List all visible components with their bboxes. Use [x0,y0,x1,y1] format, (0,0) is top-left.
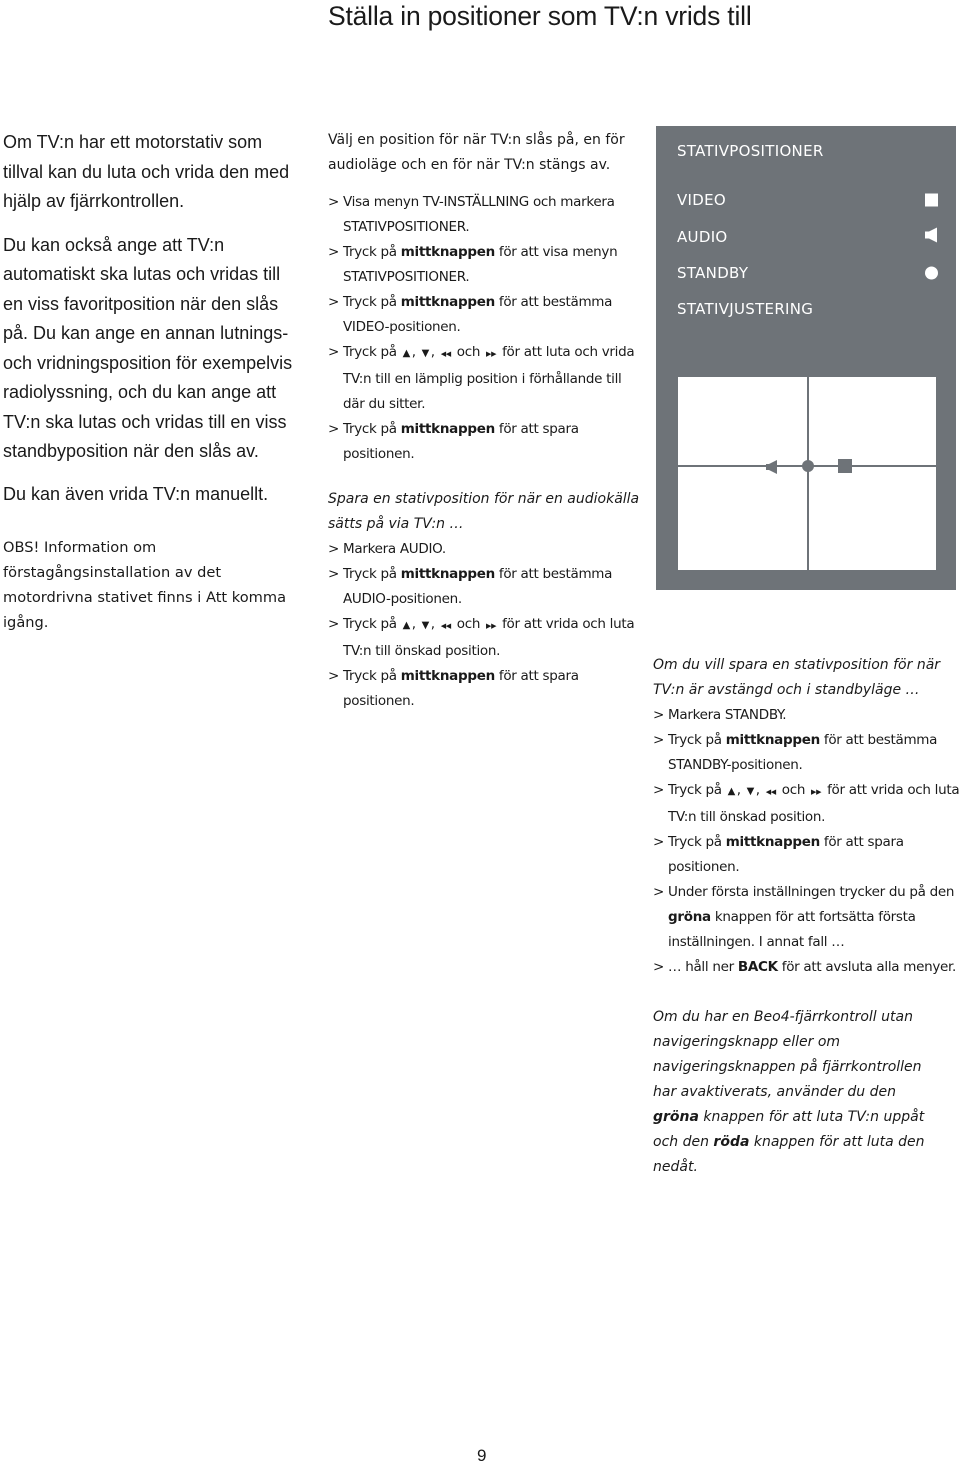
standby-steps [653,703,960,980]
step-item: > Tryck på ▲ , ▼ , ◀◀ och ▶▶ för att vrida och luta TV:n till önskad position. [328,612,643,664]
stativpositioner-menu [656,126,956,590]
step-item: > Visa menyn TV-INSTÄLLNING och markera STATIVPOSITIONER. [328,190,643,240]
arrow-down-icon: ▼ [746,786,754,797]
menu-item-standby[interactable]: STANDBY [677,264,938,282]
arrow-up-icon: ▲ [727,786,735,797]
step-item: > Tryck på ▲ , ▼ , ◀◀ och ▶▶ för att vrida och luta TV:n till önskad position. [653,778,960,830]
step-item: > Tryck på mittknappen för att bestämma VIDEO-positionen. [328,290,643,340]
obs-note [3,535,303,635]
fast-forward-icon: ▶▶ [811,788,822,796]
standby-column [653,653,960,1180]
column-intro: Välj en position för när TV:n slås på, en för audioläge och en för när TV:n stängs av. [328,132,625,173]
obs-label: OBS! [3,539,40,556]
dot-icon [802,460,814,472]
arrow-up-icon: ▲ [402,620,410,631]
beo4-note: Om du har en Beo4-fjärrkontroll utan navigeringsknapp eller om navigeringsknappen på fjärrkontrollen har avaktiverats, använder du den gröna knappen för att luta TV:n uppåt och den röda knappen för att luta den nedåt. [653,1009,925,1175]
grid-vertical-line [807,377,809,570]
rewind-icon: ◀◀ [440,350,451,358]
step-item: > Tryck på mittknappen för att spara positionen. [653,830,960,880]
positions-paragraph: Du kan också ange att TV:n automatiskt ska lutas och vridas till en viss favoritposition när den slås på. Du kan ange en annan lutnings- och vridningsposition för exempelvis radiolyssning, och du kan ange att TV:n ska lutas och vridas till en viss standbyposition när den slås av. [3,234,293,461]
step-item: > Tryck på ▲ , ▼ , ◀◀ och ▶▶ för att luta och vrida TV:n till en lämplig position i förhållande till där du sitter. [328,340,643,417]
audio-heading: Spara en stativposition för när en audiokälla sätts på via TV:n … [328,491,640,532]
arrow-up-icon: ▲ [402,348,410,359]
arrow-down-icon: ▼ [421,620,429,631]
intro-column [3,128,303,635]
position-grid [678,377,936,570]
video-steps [328,190,643,467]
menu-item-audio[interactable]: AUDIO [677,228,938,246]
obs-text: Information om förstagångsinstallation av det motordrivna stativet finns i Att komma igång. [3,539,287,631]
step-item: > Tryck på mittknappen för att bestämma AUDIO-positionen. [328,562,643,612]
fast-forward-icon: ▶▶ [486,350,497,358]
speaker-icon [925,228,938,247]
intro-paragraph: Om TV:n har ett motorstativ som tillval kan du luta och vrida den med hjälp av fjärrkontrollen. [3,132,290,211]
audio-steps [328,537,643,714]
arrow-down-icon: ▼ [421,348,429,359]
square-icon [838,459,852,473]
menu-title: STATIVPOSITIONER [677,142,824,160]
page-number: 9 [477,1446,487,1465]
step-item: > Tryck på mittknappen för att bestämma STANDBY-positionen. [653,728,960,778]
square-icon [925,194,938,207]
fast-forward-icon: ▶▶ [486,622,497,630]
step-item: > Tryck på mittknappen för att visa menyn STATIVPOSITIONER. [328,240,643,290]
menu-item-stativjustering[interactable]: STATIVJUSTERING [677,300,814,318]
rewind-icon: ◀◀ [440,622,451,630]
step-item: > Under första inställningen trycker du på den gröna knappen för att fortsätta första inställningen. I annat fall … [653,880,960,955]
step-item: > Tryck på mittknappen för att spara positionen. [328,664,643,714]
dot-icon [925,267,938,280]
rewind-icon: ◀◀ [765,788,776,796]
step-item: > Tryck på mittknappen för att spara positionen. [328,417,643,467]
speaker-icon [766,459,778,478]
instructions-column [328,128,643,714]
step-item: > … håll ner BACK för att avsluta alla menyer. [653,955,960,980]
manual-paragraph: Du kan även vrida TV:n manuellt. [3,483,269,504]
menu-item-video[interactable]: VIDEO [677,191,938,209]
standby-heading: Om du vill spara en stativposition för när TV:n är avstängd och i standbyläge … [653,657,941,698]
step-item: > Markera STANDBY. [653,703,960,728]
step-item: > Markera AUDIO. [328,537,643,562]
page-title: Ställa in positioner som TV:n vrids till [328,1,752,31]
